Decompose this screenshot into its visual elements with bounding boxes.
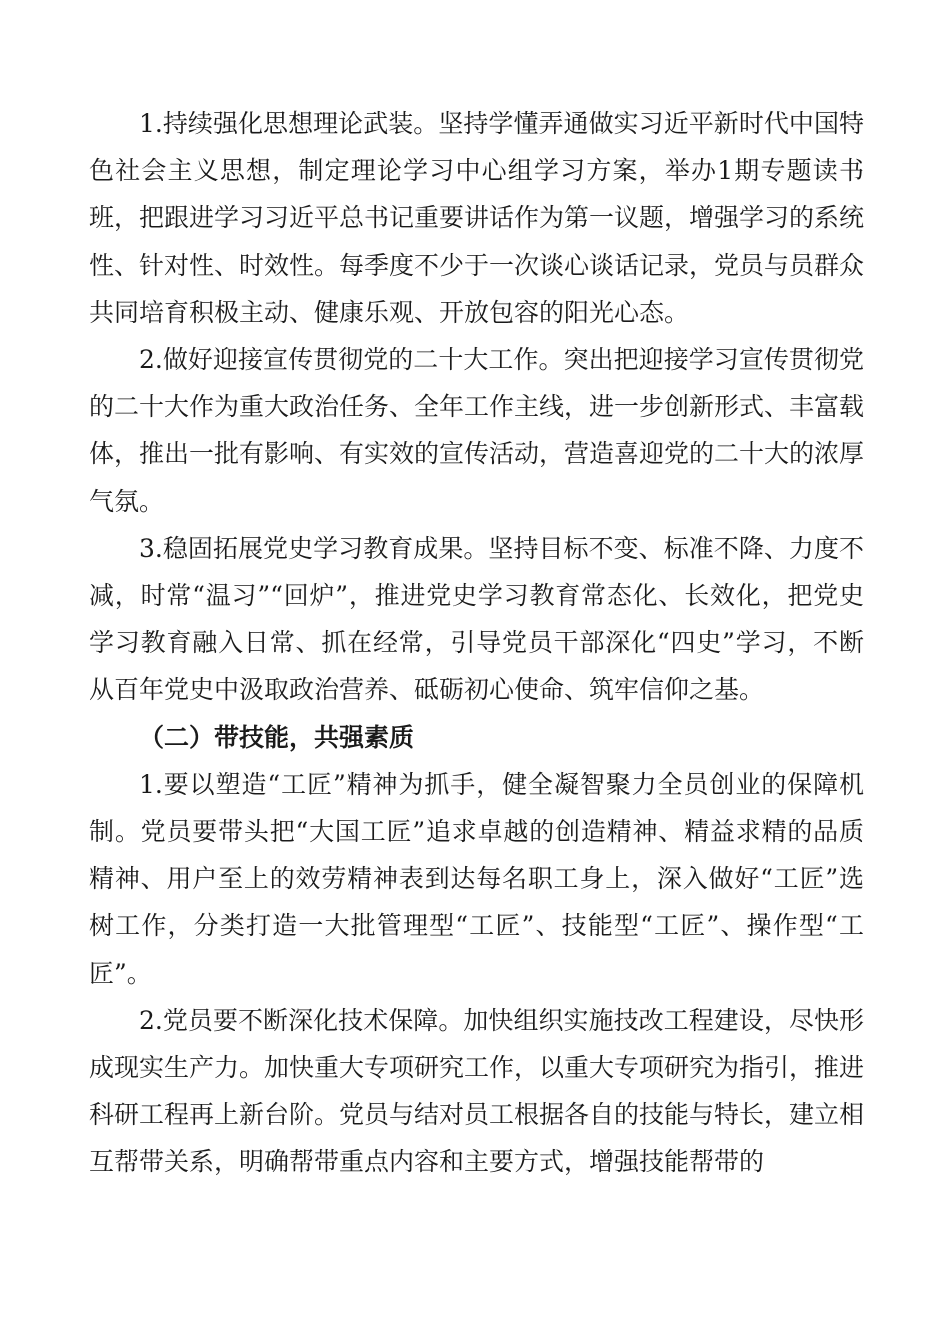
document-body [89, 100, 864, 1186]
paragraph-craftsman-spirit: 1.要以塑造“工匠”精神为抓手，健全凝智聚力全员创业的保障机制。党员要带头把“大国工匠”追求卓越的创造精神、精益求精的品质精神、用户至上的效劳精神表到达每名职工身上，深入做好“工匠”选树工作，分类打造一大批管理型“工匠”、技能型“工匠”、操作型“工匠”。 [89, 769, 864, 988]
paragraph-technical-support: 2.党员要不断深化技术保障。加快组织实施技改工程建设，尽快形成现实生产力。加快重大专项研究工作，以重大专项研究为指引，推进科研工程再上新台阶。党员与结对员工根据各自的技能与特长，建立相互帮带关系，明确帮带重点内容和主要方式，增强技能帮带的 [89, 1005, 865, 1177]
paragraph-theory-study: 1.持续强化思想理论武装。坚持学懂弄通做实习近平新时代中国特色社会主义思想，制定理论学习中心组学习方案，举办1期专题读书班，把跟进学习习近平总书记重要讲话作为第一议题，增强学习的系统性、针对性、时效性。每季度不少于一次谈心谈话记录，党员与员群众共同培育积极主动、健康乐观、开放包容的阳光心态。 [89, 109, 865, 327]
paragraph-congress-publicity: 2.做好迎接宣传贯彻党的二十大工作。突出把迎接学习宣传贯彻党的二十大作为重大政治任务、全年工作主线，进一步创新形式、丰富载体，推出一批有影响、有实效的宣传活动，营造喜迎党的二十大的浓厚气氛。 [89, 345, 865, 516]
paragraph-party-history: 3.稳固拓展党史学习教育成果。坚持目标不变、标准不降、力度不减，时常“温习”“回炉”，推进党史学习教育常态化、长效化，把党史学习教育融入日常、抓在经常，引导党员干部深化“四史”学习，不断从百年党史中汲取政治营养、砥砺初心使命、筑牢信仰之基。 [89, 533, 864, 705]
section-heading: （二）带技能，共强素质 [139, 722, 415, 752]
